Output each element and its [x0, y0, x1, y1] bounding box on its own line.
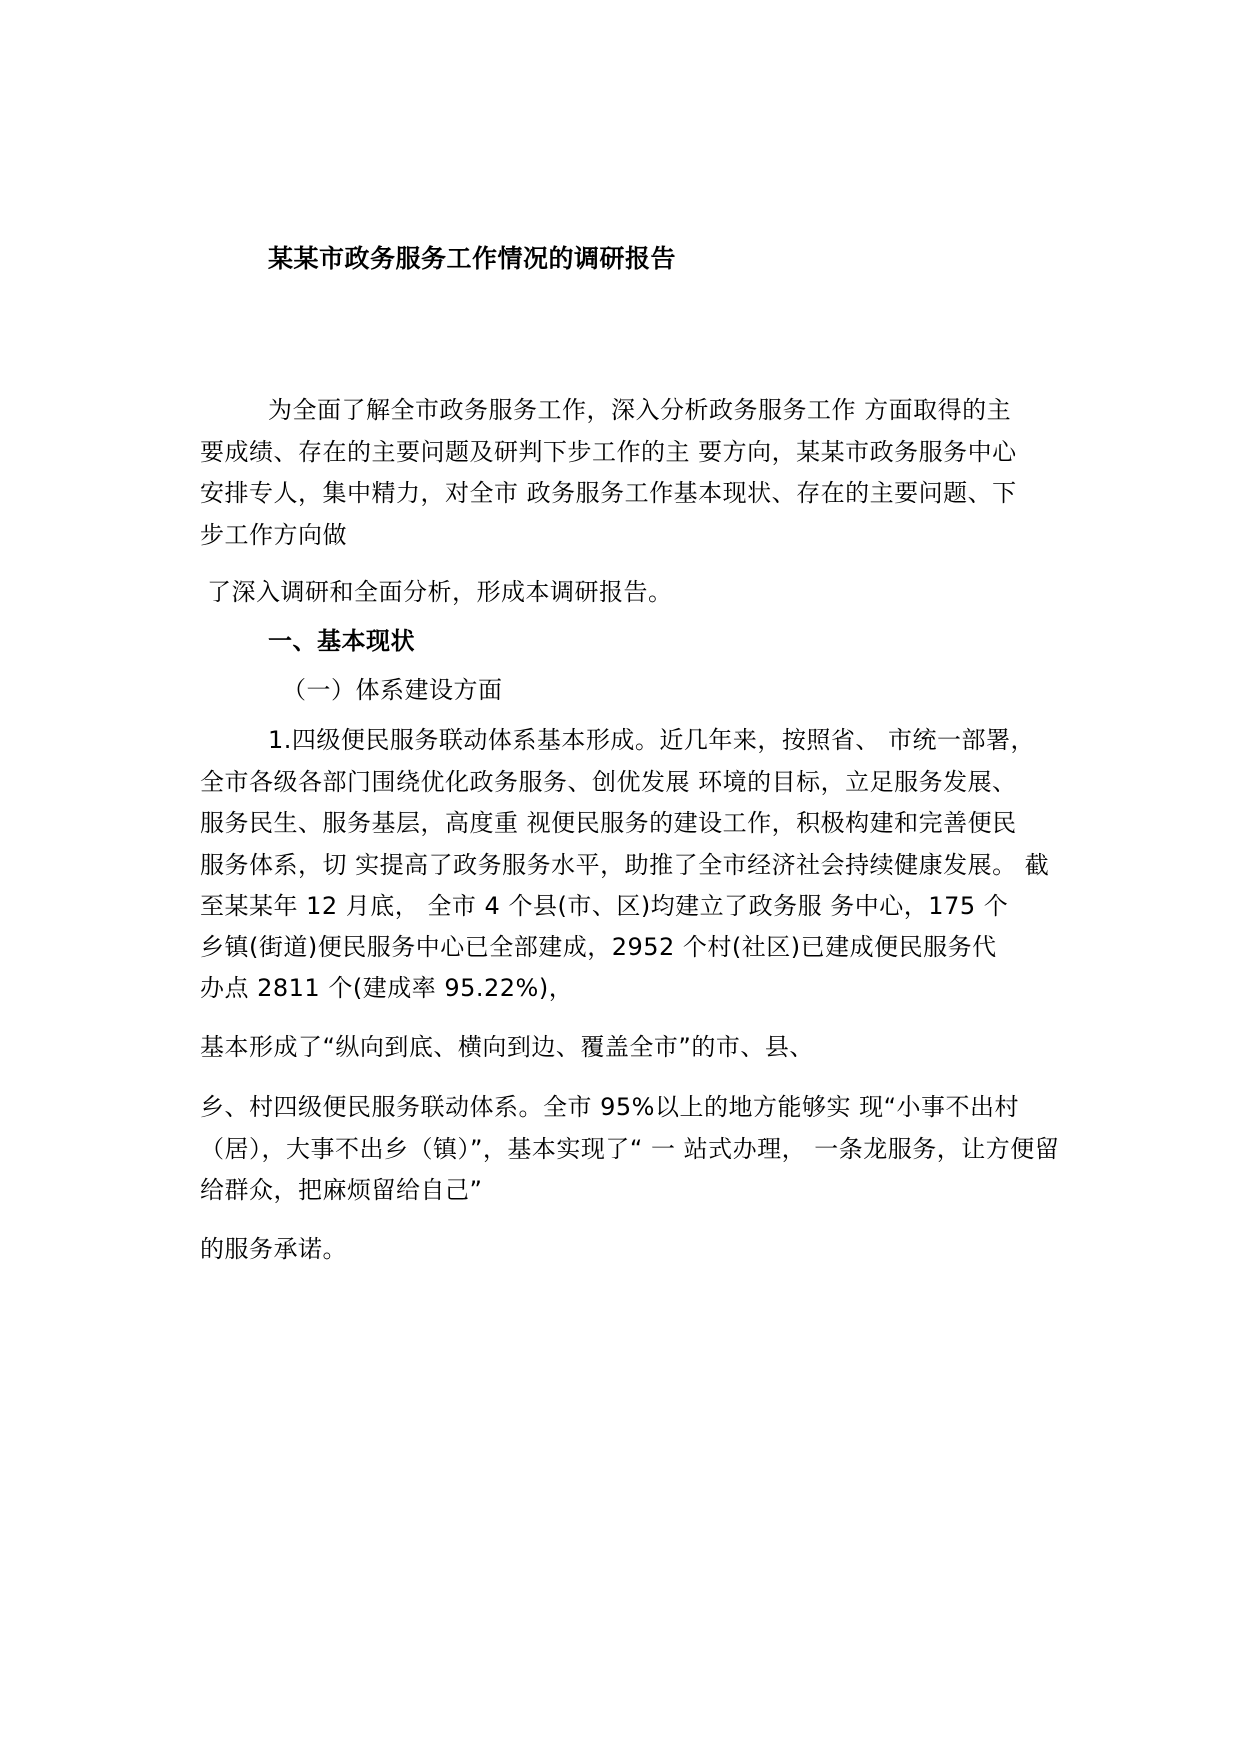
para1-line-7: 办点 2811 个(建成率 95.22%)，: [200, 974, 574, 1002]
document-title: 某某市政务服务工作情况的调研报告: [268, 244, 677, 273]
para1-line-1: 1.四级便民服务联动体系基本形成。近几年来，按照省、 市统一部署，: [268, 726, 1036, 754]
intro-tail: 了深入调研和全面分析，形成本调研报告。: [207, 578, 673, 606]
intro-line-4: 步工作方向做: [200, 521, 347, 549]
intro-line-3: 安排专人，集中精力，对全市 政务服务工作基本现状、存在的主要问题、下: [200, 479, 1017, 507]
para4-line: 的服务承诺。: [200, 1235, 347, 1263]
para3-line-3: 给群众，把麻烦留给自己”: [200, 1176, 483, 1204]
intro-line-1: 为全面了解全市政务服务工作，深入分析政务服务工作 方面取得的主: [268, 396, 1012, 424]
para1-line-2: 全市各级各部门围绕优化政务服务、创优发展 环境的目标，立足服务发展、: [200, 768, 1017, 796]
section-heading-basic-status: 一、基本现状: [268, 627, 415, 655]
para3-line-1: 乡、村四级便民服务联动体系。全市 95%以上的地方能够实 现“小事不出村: [200, 1093, 1020, 1121]
para1-line-6: 乡镇(街道)便民服务中心已全部建成，2952 个村(社区)已建成便民服务代: [200, 933, 997, 961]
para1-line-3: 服务民生、服务基层，高度重 视便民服务的建设工作，积极构建和完善便民: [200, 809, 1017, 837]
para2-line: 基本形成了“纵向到底、横向到边、覆盖全市”的市、县、: [200, 1033, 814, 1061]
para1-line-5: 至某某年 12 月底， 全市 4 个县(市、区)均建立了政务服 务中心，175 个: [200, 892, 1009, 920]
para1-line-4: 服务体系，切 实提高了政务服务水平，助推了全市经济社会持续健康发展。 截: [200, 851, 1050, 879]
subsection-heading-system-building: （一）体系建设方面: [282, 676, 503, 704]
intro-line-2: 要成绩、存在的主要问题及研判下步工作的主 要方向，某某市政务服务中心: [200, 438, 1017, 466]
para3-line-2: （居），大事不出乡（镇）”，基本实现了“ 一 站式办理， 一条龙服务，让方便留: [200, 1135, 1060, 1163]
